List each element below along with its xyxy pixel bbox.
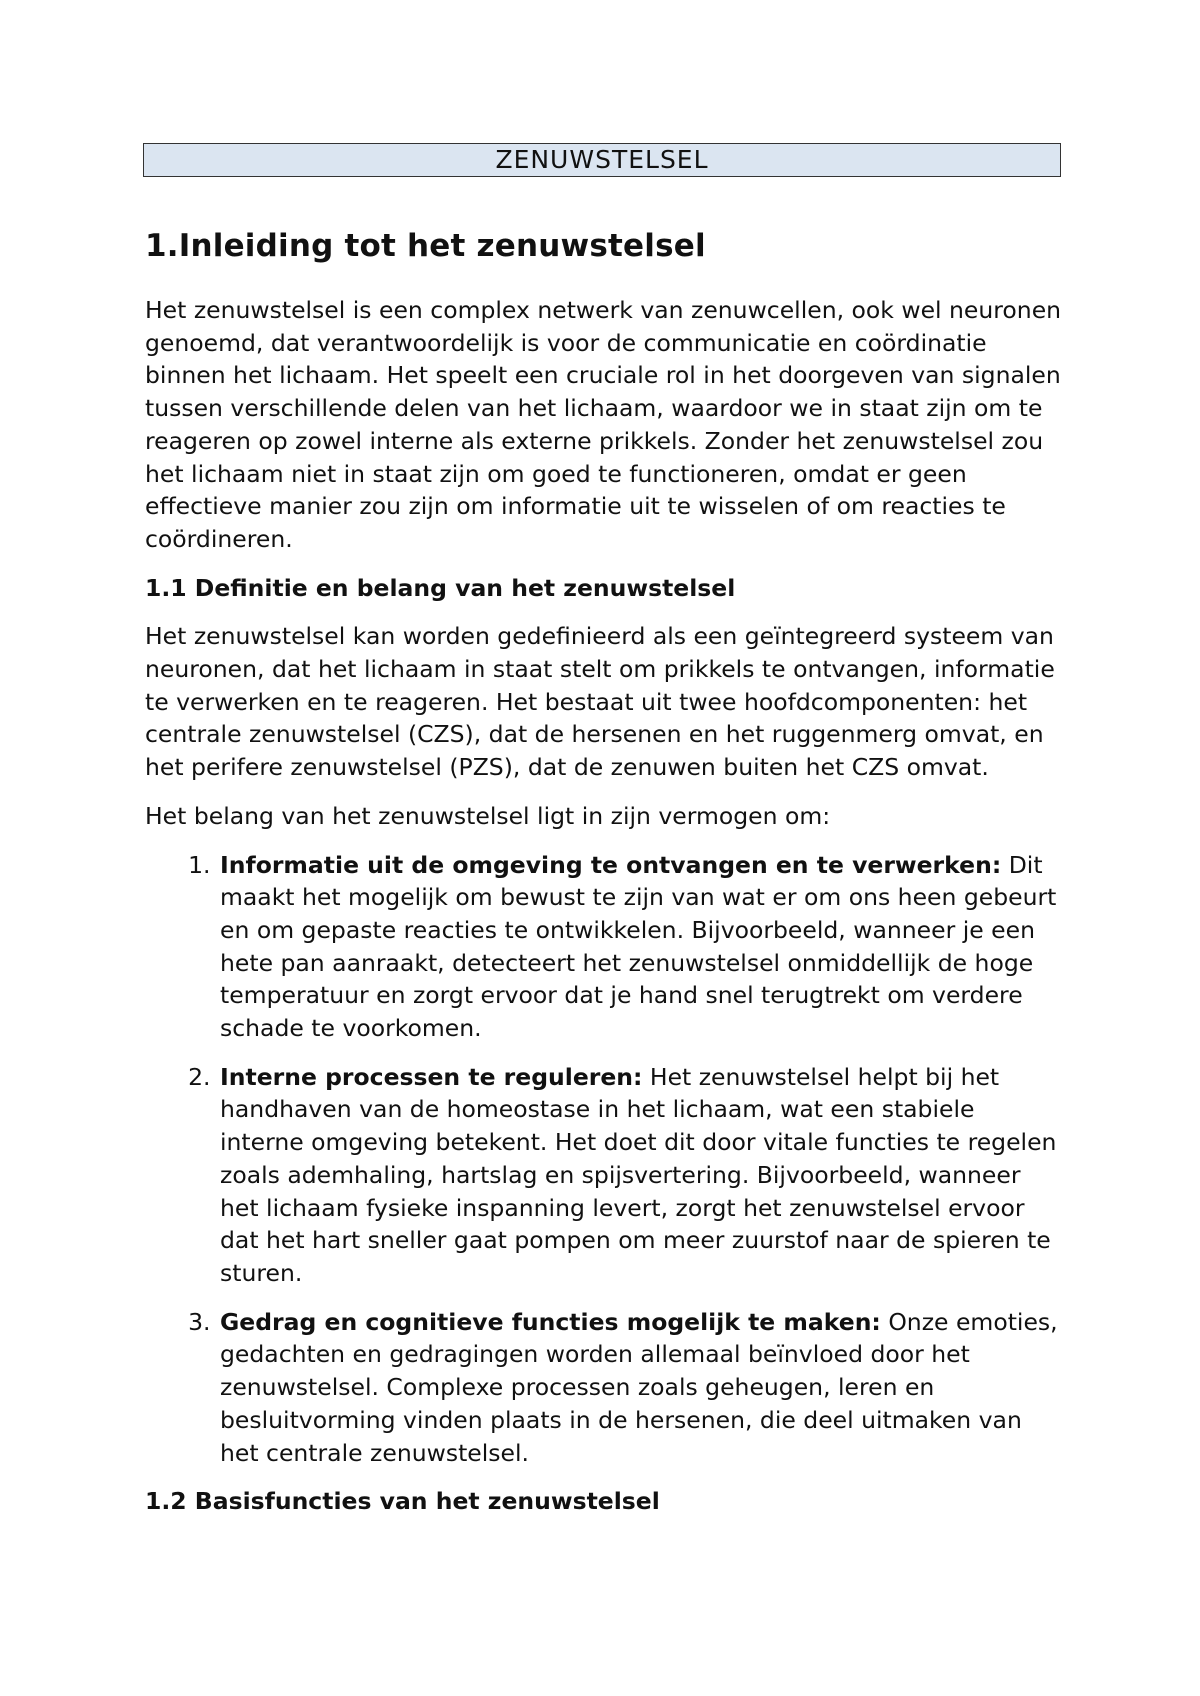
- list-item-text: Onze emoties, gedachten en gedragingen worden allemaal beïnvloed door het zenuwstelsel. Complexe processen zoals geheugen, leren en besluitvorming vinden plaats in de hersenen, die deel uitmaken van het centrale zenuwstelsel.: [220, 1307, 1058, 1467]
- list-item-bold: Interne processen te reguleren:: [220, 1062, 643, 1091]
- list-item-text: Dit maakt het mogelijk om bewust te zijn van wat er om ons heen gebeurt en om gepaste reacties te ontwikkelen. Bijvoorbeeld, wanneer je een hete pan aanraakt, detecteert het zenuwstelsel onmiddellijk de hoge temperatuur en zorgt ervoor dat je hand snel terugtrekt om verdere schade te voorkomen.: [220, 850, 1057, 1043]
- list-item: [218, 1306, 1065, 1470]
- section-heading-1-2: 1.2 Basisfuncties van het zenuwstelsel: [145, 1487, 660, 1516]
- document-body: [145, 222, 1065, 1534]
- importance-list: [145, 849, 1065, 1470]
- chapter-heading: 1.Inleiding tot het zenuwstelsel: [145, 228, 706, 264]
- list-item-text: Het zenuwstelsel helpt bij het handhaven van de homeostase in het lichaam, wat een stabiele interne omgeving betekent. Het doet dit door vitale functies te regelen zoals ademhaling, hartslag en spijsvertering. Bijvoorbeeld, wanneer het lichaam fysieke inspanning levert, zorgt het zenuwstelsel ervoor dat het hart sneller gaat pompen om meer zuurstof naar de spieren te sturen.: [220, 1062, 1057, 1287]
- list-item: [218, 1061, 1065, 1290]
- section-heading-1-1: 1.1 Definitie en belang van het zenuwstelsel: [145, 573, 736, 602]
- definition-paragraph: Het zenuwstelsel kan worden gedefinieerd als een geïntegreerd systeem van neuronen, dat het lichaam in staat stelt om prikkels te ontvangen, informatie te verwerken en te reageren. Het bestaat uit twee hoofdcomponenten: het centrale zenuwstelsel (CZS), dat de hersenen en het ruggenmerg omvat, en het perifere zenuwstelsel (PZS), dat de zenuwen buiten het CZS omvat.: [145, 622, 1055, 782]
- list-item-bold: Gedrag en cognitieve functies mogelijk te maken:: [220, 1307, 881, 1336]
- list-intro: Het belang van het zenuwstelsel ligt in zijn vermogen om:: [145, 801, 831, 830]
- list-item-bold: Informatie uit de omgeving te ontvangen en te verwerken:: [220, 850, 1002, 879]
- list-item: [218, 849, 1065, 1045]
- intro-paragraph: Het zenuwstelsel is een complex netwerk van zenuwcellen, ook wel neuronen genoemd, dat verantwoordelijk is voor de communicatie en coördinatie binnen het lichaam. Het speelt een cruciale rol in het doorgeven van signalen tussen verschillende delen van het lichaam, waardoor we in staat zijn om te reageren op zowel interne als externe prikkels. Zonder het zenuwstelsel zou het lichaam niet in staat zijn om goed te functioneren, omdat er geen effectieve manier zou zijn om informatie uit te wisselen of om reacties te coördineren.: [145, 296, 1062, 553]
- document-title: ZENUWSTELSEL: [143, 143, 1061, 177]
